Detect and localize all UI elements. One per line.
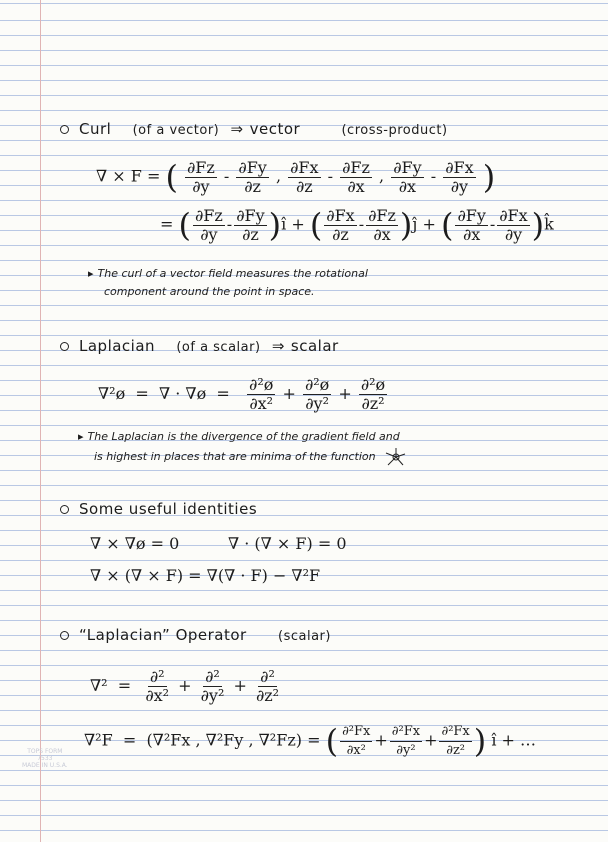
- operator-eq2-term-y: $\frac{\text{∂²Fx}}{\text{∂y²}}$: [391, 723, 421, 758]
- identities-title: Some useful identities: [79, 500, 258, 518]
- curl-remark-line1: The curl of a vector field measures the rotational: [97, 267, 368, 280]
- curl-note: (cross-product): [341, 123, 448, 138]
- curl-sep-1: -: [223, 166, 230, 186]
- identity-1: ∇ × ∇ø = 0: [90, 534, 180, 553]
- curl-term-2: $\frac{\partial Fy}{\partial z}$: [238, 157, 267, 196]
- paren-open: (: [165, 158, 178, 196]
- bullet-icon: [60, 505, 69, 514]
- curl-title: Curl: [79, 120, 112, 138]
- laplacian-term-z: $\frac{\text{∂²ø}}{\text{∂z²}}$: [360, 375, 386, 413]
- identities-heading: [60, 500, 257, 518]
- curl-sep-2: ,: [275, 166, 282, 186]
- curl-term-3: $\frac{\partial Fx}{\partial z}$: [290, 157, 319, 196]
- laplacian-remark: [78, 428, 409, 468]
- laplacian-remark-line2: is highest in places that are minima of the function: [94, 450, 376, 463]
- curl-sep-4: ,: [379, 166, 385, 186]
- curl-sep-3: -: [327, 166, 334, 186]
- operator-eq2-tail: î + …: [491, 730, 537, 750]
- laplacian-mid: ∇ · ∇ø: [158, 384, 207, 403]
- curl-equation-2: = ( $\frac{\partial Fz}{\partial y}$ - $\frac{\partial Fy}{\partial z}$ )î + ( $\frac{\partial Fx}{\partial z}$ - $\frac{\partial Fz}{\partial x}$ )ĵ + ( $\frac{\partial Fy}{\partial x}$ - $\frac{\partial Fx}{\partial y}$ )k̂: [160, 205, 554, 244]
- unit-k: k̂: [544, 214, 554, 234]
- curl-sep-5: -: [430, 166, 437, 186]
- operator-eq2-term-z: $\frac{\text{∂²Fx}}{\text{∂z²}}$: [441, 723, 470, 758]
- curl-term-6: $\frac{\partial Fx}{\partial y}$: [445, 157, 474, 196]
- curl-paren: (of a vector): [132, 123, 220, 138]
- triangle-bullet-icon: ▸: [78, 430, 84, 443]
- triangle-bullet-icon: ▸: [88, 267, 94, 280]
- operator-equation-1: ∇² = $\frac{\text{∂²}}{\text{∂x²}}$ + $\frac{\text{∂²}}{\text{∂y²}}$ + $\frac{\text{∂²}}{\text{∂z²}}$: [90, 667, 280, 705]
- operator-eq1-lhs: ∇²: [90, 676, 108, 695]
- identity-2: ∇ · (∇ × F) = 0: [228, 534, 347, 553]
- margin-line-left: [40, 0, 41, 842]
- operator-equation-2: ∇²F = (∇²Fx , ∇²Fy , ∇²Fz) = ( $\frac{\text{∂²Fx}}{\text{∂x²}}$ + $\frac{\text{∂²Fx}}{\text{∂y²}}$ + $\frac{\text{∂²Fx}}{\text{∂z²}}$ ) î + …: [84, 722, 537, 760]
- curl-heading: [60, 120, 448, 138]
- laplacian-heading: [60, 337, 339, 355]
- implies-arrow-icon: ⇒: [271, 337, 285, 355]
- curl-eq1-lhs: ∇ × F =: [96, 166, 161, 186]
- curl-remark: [88, 265, 368, 301]
- bullet-icon: [60, 631, 69, 640]
- unit-i: î: [281, 214, 287, 234]
- laplacian-title: Laplacian: [79, 337, 156, 355]
- operator-eq2-term-x: $\frac{\text{∂²Fx}}{\text{∂x²}}$: [342, 723, 371, 758]
- operator-title: “Laplacian” Operator: [79, 626, 247, 644]
- laplacian-term-x: $\frac{\text{∂²ø}}{\text{∂x²}}$: [249, 375, 274, 413]
- operator-eq2-mid: (∇²Fx , ∇²Fy , ∇²Fz): [146, 730, 302, 750]
- operator-eq2-lhs: ∇²F: [84, 730, 113, 750]
- laplacian-paren: (of a scalar): [176, 340, 261, 355]
- operator-term-x: $\frac{\text{∂²}}{\text{∂x²}}$: [145, 667, 170, 705]
- implies-arrow-icon: ⇒: [230, 120, 244, 138]
- laplacian-term-y: $\frac{\text{∂²ø}}{\text{∂y²}}$: [304, 375, 330, 413]
- identity-3: ∇ × (∇ × F) = ∇(∇ · F) − ∇²F: [90, 566, 321, 585]
- curl-eq2-equals: =: [160, 214, 174, 234]
- laplacian-lhs: ∇²ø: [98, 384, 126, 403]
- minimum-sketch-icon: [383, 446, 409, 468]
- curl-remark-line2: component around the point in space.: [104, 285, 315, 298]
- curl-term-5: $\frac{\partial Fy}{\partial x}$: [393, 157, 422, 196]
- laplacian-equation: ∇²ø = ∇ · ∇ø = $\frac{\text{∂²ø}}{\text{∂x²}}$ + $\frac{\text{∂²ø}}{\text{∂y²}}$ + $\frac{\text{∂²ø}}{\text{∂z²}}$: [98, 375, 386, 413]
- curl-equation-1: [96, 158, 495, 196]
- curl-term-4: $\frac{\partial Fz}{\partial x}$: [342, 157, 370, 196]
- paren-close: ): [482, 158, 496, 196]
- curl-term-1: $\frac{\partial Fz}{\partial y}$: [187, 157, 215, 196]
- bullet-icon: [60, 125, 69, 134]
- unit-j: ĵ: [412, 214, 418, 234]
- operator-heading: [60, 626, 331, 644]
- operator-term-z: $\frac{\text{∂²}}{\text{∂z²}}$: [255, 667, 280, 705]
- curl-result: vector: [249, 120, 301, 138]
- operator-term-y: $\frac{\text{∂²}}{\text{∂y²}}$: [200, 667, 225, 705]
- operator-paren: (scalar): [278, 629, 331, 644]
- bullet-icon: [60, 342, 69, 351]
- laplacian-remark-line1: The Laplacian is the divergence of the gradient field and: [87, 430, 400, 443]
- laplacian-result: scalar: [290, 337, 339, 355]
- paper-watermark: TOPS FORM 7533 MADE IN U.S.A.: [22, 748, 68, 769]
